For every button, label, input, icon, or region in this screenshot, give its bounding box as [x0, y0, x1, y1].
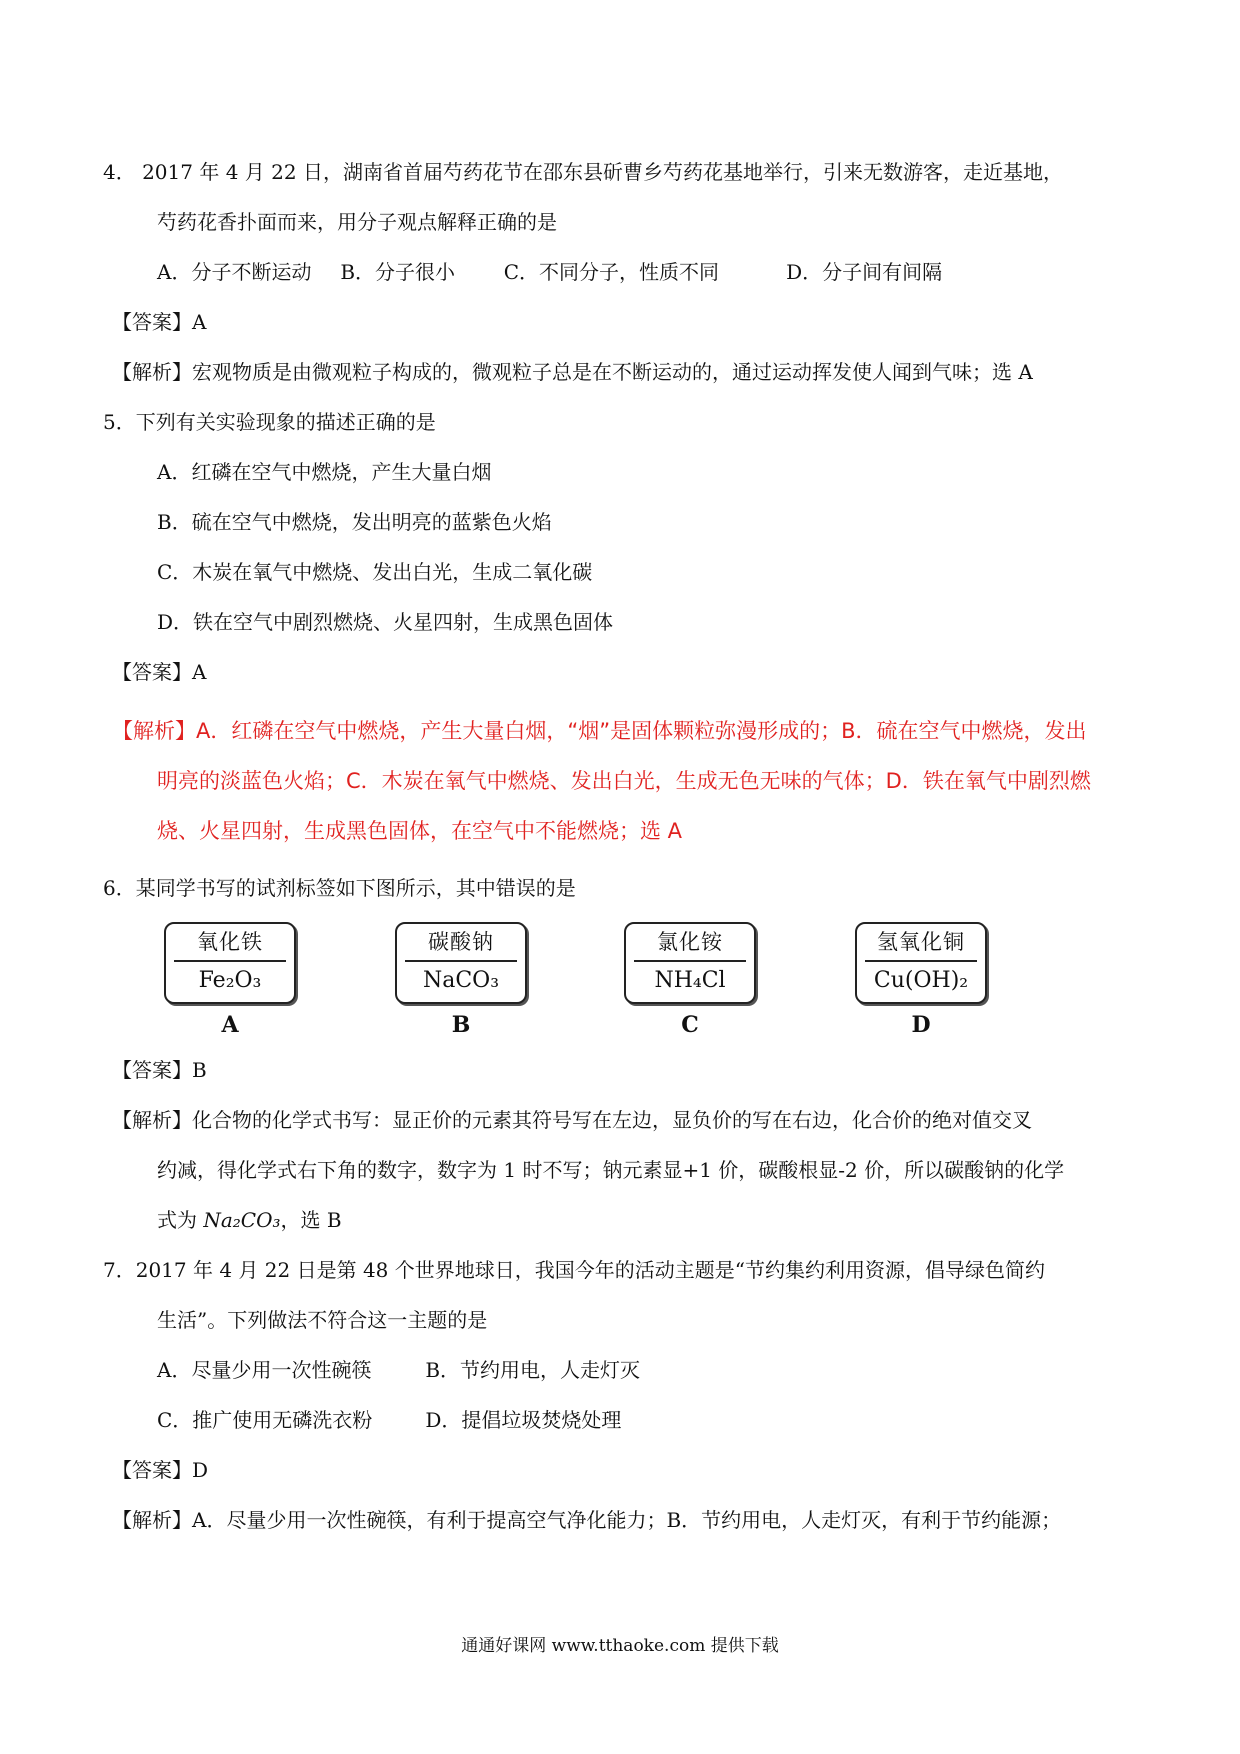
- reagent-label-a: [164, 922, 296, 1038]
- q5-analysis-line1: 【解析】A．红磷在空气中燃烧，产生大量白烟，“烟”是固体颗粒弥漫形成的；B．硫在空气中燃烧，发出: [112, 719, 1087, 743]
- q7-option-b: B．节约用电，人走灯灭: [425, 1358, 641, 1382]
- label-box: [624, 922, 756, 1004]
- page-footer: 通通好课网 www.tthaoke.com 提供下载: [461, 1636, 779, 1656]
- q6-analysis-prefix: 式为: [157, 1208, 204, 1232]
- q7-option-a: A．尽量少用一次性碗筷: [157, 1358, 372, 1382]
- q7-option-c: C．推广使用无磷洗衣粉: [157, 1408, 373, 1432]
- q5-option-a: A．红磷在空气中燃烧，产生大量白烟: [157, 460, 492, 484]
- q4-option-a: A．分子不断运动: [157, 260, 312, 284]
- label-formula: Cu(OH)₂: [873, 968, 969, 993]
- q6-analysis-formula: Na₂CO₃: [203, 1208, 281, 1232]
- q5-option-b: B．硫在空气中燃烧，发出明亮的蓝紫色火焰: [157, 510, 552, 534]
- reagent-label-b: [395, 922, 527, 1038]
- q7-option-d: D．提倡垃圾焚烧处理: [425, 1408, 622, 1432]
- q6-stem: 6．某同学书写的试剂标签如下图所示，其中错误的是: [103, 876, 576, 900]
- label-formula: NH₄Cl: [654, 968, 726, 993]
- q5-answer: 【答案】A: [112, 660, 207, 684]
- q7-answer: 【答案】D: [112, 1458, 209, 1482]
- q4-option-b: B．分子很小: [340, 260, 456, 284]
- label-name: 碳酸钠: [405, 924, 518, 962]
- q7-options-row1: [157, 1356, 640, 1384]
- q6-analysis-line1: 【解析】化合物的化学式书写：显正价的元素其符号写在左边，显负价的写在右边，化合价的绝对值交叉: [112, 1108, 1032, 1132]
- label-letter: B: [451, 1012, 471, 1038]
- reagent-label-d: [855, 922, 987, 1038]
- q5-option-c: C．木炭在氧气中燃烧、发出白光，生成二氧化碳: [157, 560, 593, 584]
- q5-analysis-line3: 烧、火星四射，生成黑色固体，在空气中不能燃烧；选 A: [157, 819, 683, 843]
- label-formula: NaCO₃: [422, 968, 500, 993]
- label-letter: D: [911, 1012, 931, 1038]
- label-formula: Fe₂O₃: [198, 968, 262, 993]
- q4-option-c: C．不同分子，性质不同: [503, 260, 720, 284]
- label-letter: A: [221, 1012, 239, 1038]
- label-letter: C: [681, 1012, 699, 1038]
- q6-analysis-line2: 约减，得化学式右下角的数字，数字为 1 时不写；钠元素显+1 价，碳酸根显-2 价，所以碳酸钠的化学: [157, 1158, 1065, 1182]
- label-name: 氧化铁: [174, 924, 287, 962]
- label-box: [395, 922, 527, 1004]
- q6-analysis-line3: [157, 1206, 342, 1234]
- q4-stem-line2: 芍药花香扑面而来，用分子观点解释正确的是: [157, 210, 557, 234]
- q7-analysis: 【解析】A．尽量少用一次性碗筷，有利于提高空气净化能力；B．节约用电，人走灯灭，有利于节约能源；: [112, 1508, 1062, 1532]
- q5-option-d: D．铁在空气中剧烈燃烧、火星四射，生成黑色固体: [157, 610, 614, 634]
- q7-stem-line2: 生活”。下列做法不符合这一主题的是: [157, 1308, 488, 1332]
- q4-analysis: 【解析】宏观物质是由微观粒子构成的，微观粒子总是在不断运动的，通过运动挥发使人闻到气味；选 A: [112, 360, 1033, 384]
- label-box: [164, 922, 296, 1004]
- label-name: 氢氧化铜: [865, 924, 978, 962]
- q5-analysis-line2: 明亮的淡蓝色火焰；C．木炭在氧气中燃烧、发出白光，生成无色无味的气体；D．铁在氧气中剧烈燃: [157, 769, 1091, 793]
- q4-stem-line1: 4． 2017 年 4 月 22 日，湖南省首届芍药花节在邵东县斫曹乡芍药花基地举行，引来无数游客，走近基地，: [103, 160, 1063, 184]
- q6-answer: 【答案】B: [112, 1058, 207, 1082]
- q6-analysis-suffix: ，选 B: [280, 1208, 342, 1232]
- q5-stem: 5．下列有关实验现象的描述正确的是: [103, 410, 436, 434]
- q4-answer: 【答案】A: [112, 310, 207, 334]
- q7-options-row2: [157, 1406, 621, 1434]
- q4-options: [157, 258, 942, 286]
- q4-option-d: D．分子间有间隔: [786, 260, 943, 284]
- q7-stem-line1: 7．2017 年 4 月 22 日是第 48 个世界地球日，我国今年的活动主题是“节约集约利用资源，倡导绿色简约: [103, 1258, 1045, 1282]
- reagent-labels-figure: [164, 922, 1064, 1038]
- reagent-label-c: [624, 922, 756, 1038]
- label-name: 氯化铵: [634, 924, 747, 962]
- label-box: [855, 922, 987, 1004]
